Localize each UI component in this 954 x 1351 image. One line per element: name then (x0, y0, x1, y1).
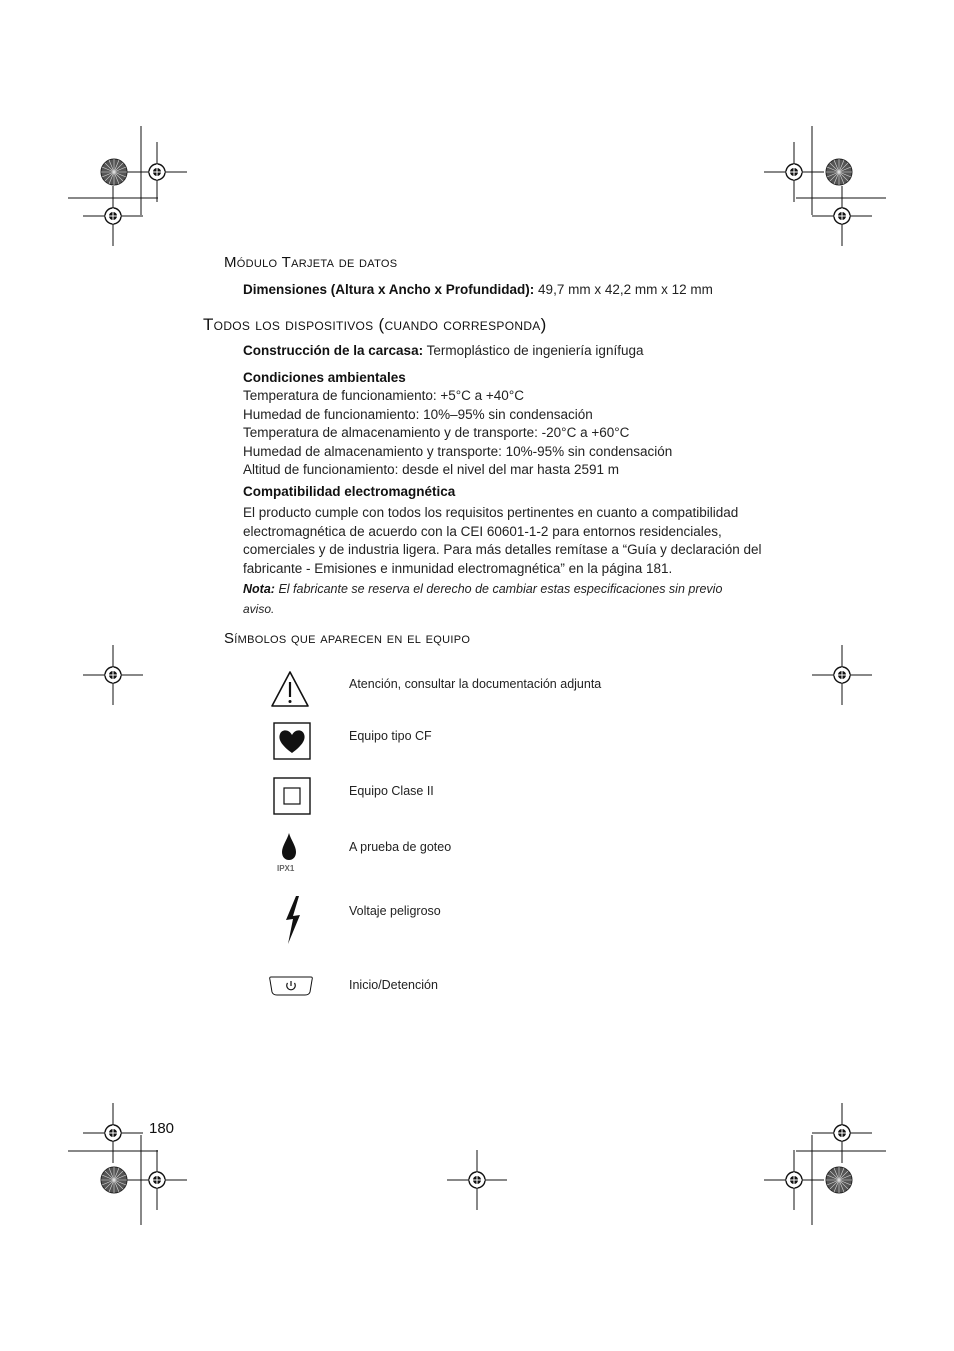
symbol-label: Inicio/Detención (349, 978, 438, 992)
drip-proof-icon (274, 830, 304, 874)
dimensiones-value: 49,7 mm x 42,2 mm x 12 mm (538, 282, 713, 297)
nota-line-2: aviso. (243, 602, 275, 616)
power-button-icon (268, 975, 314, 997)
symbol-label: Voltaje peligroso (349, 904, 441, 918)
page-number: 180 (149, 1120, 175, 1137)
compat-line: fabricante - Emisiones e inmunidad electromagnética” en la página 181. (243, 561, 673, 576)
heart-cf-icon (273, 722, 311, 760)
construccion-value: Termoplástico de ingeniería ignífuga (426, 343, 644, 358)
symbol-label: Atención, consultar la documentación adjunta (349, 677, 602, 691)
condiciones-title: Condiciones ambientales (243, 370, 406, 385)
symbol-label: A prueba de goteo (349, 840, 452, 854)
condiciones-line: Humedad de almacenamiento y transporte: 10%-95% sin condensación (243, 444, 673, 459)
section-title-todos: Todos los dispositivos (cuando corresponda) (203, 315, 547, 334)
section-title-simbolos: Símbolos que aparecen en el equipo (224, 630, 471, 647)
compat-line: comerciales y de industria ligera. Para más detalles remítase a “Guía y declaración del (243, 542, 762, 557)
lightning-bolt-icon (280, 894, 304, 946)
construccion-line (243, 343, 643, 358)
construccion-label: Construcción de la carcasa: (243, 343, 424, 358)
nota-label: Nota: (243, 582, 275, 596)
warning-triangle-icon (270, 670, 310, 708)
condiciones-line: Humedad de funcionamiento: 10%–95% sin condensación (243, 407, 593, 422)
condiciones-line: Altitud de funcionamiento: desde el nivel del mar hasta 2591 m (243, 462, 619, 477)
dimensiones-label: Dimensiones (Altura x Ancho x Profundidad): (243, 282, 535, 297)
class-ii-square-icon (273, 777, 311, 815)
nota-text: El fabricante se reserva el derecho de cambiar estas especificaciones sin previo (278, 582, 723, 596)
section-title-modulo: Módulo Tarjeta de datos (224, 254, 398, 271)
ipx-text: IPX1 (277, 864, 295, 873)
symbol-label: Equipo Clase II (349, 784, 434, 798)
condiciones-line: Temperatura de funcionamiento: +5°C a +40°C (243, 388, 524, 403)
condiciones-line: Temperatura de almacenamiento y de transporte: -20°C a +60°C (243, 425, 630, 440)
compat-title: Compatibilidad electromagnética (243, 484, 456, 499)
compat-line: El producto cumple con todos los requisitos pertinentes en cuanto a compatibilidad (243, 505, 739, 520)
symbol-label: Equipo tipo CF (349, 729, 432, 743)
dimensiones-line (243, 282, 713, 297)
nota-line (243, 582, 722, 596)
compat-line: electromagnética de acuerdo con la CEI 60601-1-2 para entornos residenciales, (243, 524, 722, 539)
